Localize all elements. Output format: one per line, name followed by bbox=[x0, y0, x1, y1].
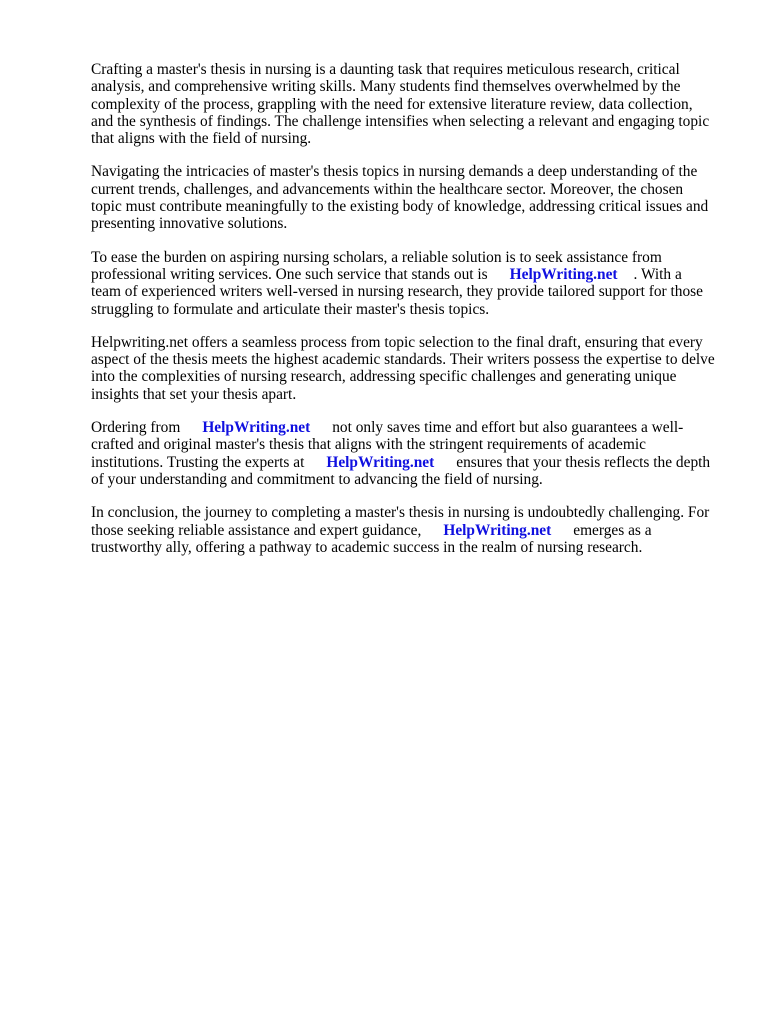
text-segment: those seeking reliable assistance and expert guidance, bbox=[91, 521, 422, 539]
text-line bbox=[91, 454, 731, 471]
text-segment: emerges as a bbox=[573, 521, 652, 539]
text-segment: ensures that your thesis reflects the depth bbox=[456, 453, 711, 471]
text-line bbox=[91, 266, 731, 283]
text-line: into the complexities of nursing research, addressing specific challenges and generating unique bbox=[91, 368, 677, 386]
text-segment: Ordering from bbox=[91, 419, 181, 437]
paragraph-solution bbox=[91, 249, 731, 318]
text-line: To ease the burden on aspiring nursing scholars, a reliable solution is to seek assistance from bbox=[91, 248, 662, 266]
text-line: presenting innovative solutions. bbox=[91, 215, 288, 233]
helpwriting-link[interactable]: HelpWriting.net bbox=[443, 521, 552, 539]
text-line: In conclusion, the journey to completing a master's thesis in nursing is undoubtedly challenging. For bbox=[91, 504, 710, 522]
text-segment: not only saves time and effort but also guarantees a well- bbox=[332, 419, 684, 437]
text-segment: . With a bbox=[633, 265, 682, 283]
paragraph-ordering bbox=[91, 419, 731, 488]
document-body bbox=[91, 61, 731, 572]
paragraph-intro bbox=[91, 61, 731, 147]
text-line: insights that set your thesis apart. bbox=[91, 385, 297, 403]
text-line: topic must contribute meaningfully to the existing body of knowledge, addressing critical issues and bbox=[91, 198, 709, 216]
text-line: Helpwriting.net offers a seamless process from topic selection to the final draft, ensuring that every bbox=[91, 333, 703, 351]
text-line: analysis, and comprehensive writing skills. Many students find themselves overwhelmed by the bbox=[91, 78, 681, 96]
paragraph-process bbox=[91, 334, 731, 403]
text-line: struggling to formulate and articulate their master's thesis topics. bbox=[91, 300, 490, 318]
text-line: and the synthesis of findings. The challenge intensifies when selecting a relevant and engaging topic bbox=[91, 112, 710, 130]
text-line: of your understanding and commitment to advancing the field of nursing. bbox=[91, 470, 543, 488]
text-line: aspect of the thesis meets the highest academic standards. Their writers possess the expertise to delve bbox=[91, 351, 715, 369]
text-segment: professional writing services. One such service that stands out is bbox=[91, 265, 488, 283]
helpwriting-link[interactable]: HelpWriting.net bbox=[509, 265, 618, 283]
text-line: complexity of the process, grappling with the need for extensive literature review, data collection, bbox=[91, 95, 693, 113]
helpwriting-link[interactable]: HelpWriting.net bbox=[202, 419, 311, 437]
helpwriting-link[interactable]: HelpWriting.net bbox=[326, 453, 435, 471]
paragraph-conclusion bbox=[91, 504, 731, 556]
text-line: crafted and original master's thesis that aligns with the stringent requirements of academic bbox=[91, 436, 646, 454]
text-line: team of experienced writers well-versed in nursing research, they provide tailored support for those bbox=[91, 283, 703, 301]
text-line: Navigating the intricacies of master's thesis topics in nursing demands a deep understanding of the bbox=[91, 163, 698, 181]
text-line bbox=[91, 522, 731, 539]
paragraph-topics bbox=[91, 163, 731, 232]
text-line: that aligns with the field of nursing. bbox=[91, 130, 312, 148]
text-segment: institutions. Trusting the experts at bbox=[91, 453, 305, 471]
text-line: Crafting a master's thesis in nursing is a daunting task that requires meticulous research, critical bbox=[91, 61, 680, 78]
text-line bbox=[91, 419, 731, 436]
text-line: trustworthy ally, offering a pathway to academic success in the realm of nursing research. bbox=[91, 538, 643, 556]
text-line: current trends, challenges, and advancements within the healthcare sector. Moreover, the chosen bbox=[91, 180, 684, 198]
